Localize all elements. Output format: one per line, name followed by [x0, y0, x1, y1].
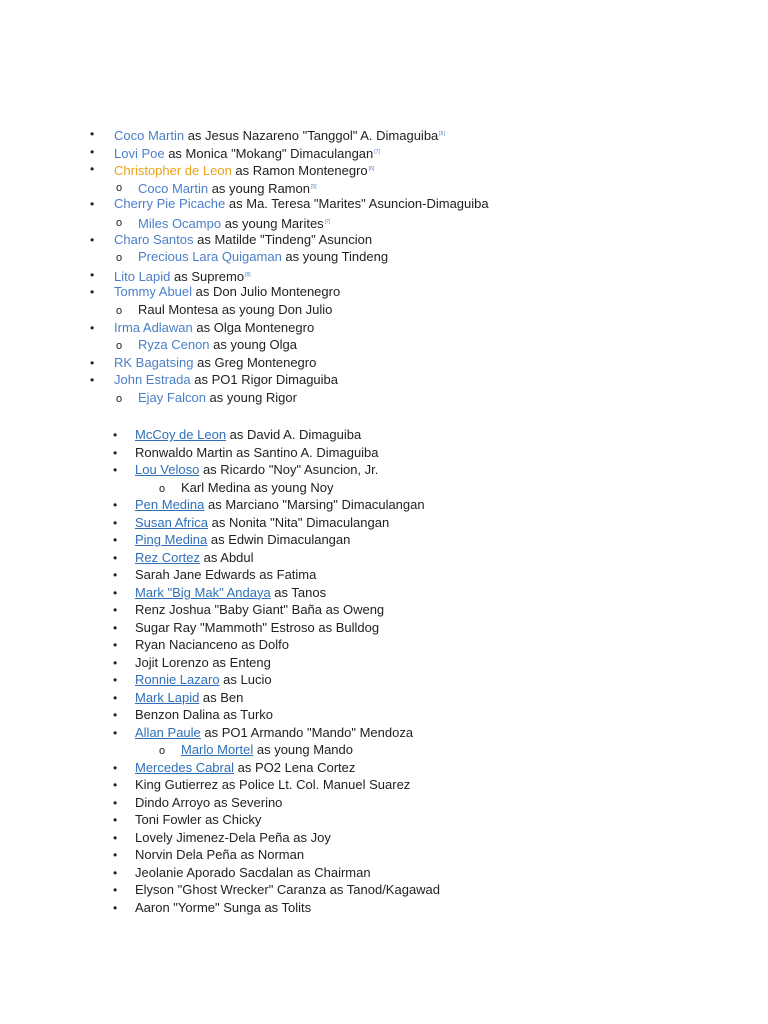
role-text: as Supremo [170, 268, 245, 284]
actor-link-rez-cortez[interactable]: Rez Cortez [135, 549, 201, 565]
role-text: as Matilde "Tindeng" Asuncion [193, 231, 373, 247]
list-item [181, 742, 353, 759]
role-text: as young Olga [209, 337, 297, 353]
bullet-icon: • [90, 267, 95, 282]
role-text: Karl Medina as young Noy [181, 479, 334, 495]
bullet-icon: • [113, 848, 118, 862]
bullet-icon: • [113, 708, 118, 722]
list-item [135, 812, 261, 829]
role-text: Aaron "Yorme" Sunga as Tolits [135, 899, 312, 915]
bullet-icon: • [113, 690, 118, 705]
bullet-icon: • [113, 568, 118, 582]
role-text: Ronwaldo Martin as Santino A. Dimaguiba [135, 444, 379, 460]
list-item [135, 497, 425, 514]
sub-bullet-icon: o [116, 305, 123, 317]
actor-link-coco-martin[interactable]: Coco Martin [114, 128, 185, 143]
actor-link-tommy-abuel[interactable]: Tommy Abuel [114, 284, 193, 300]
role-text: as PO1 Rigor Dimaguiba [190, 372, 339, 388]
actor-link-mark-big-mak-andaya[interactable]: Mark "Big Mak" Andaya [135, 584, 271, 600]
list-item [114, 284, 340, 301]
role-text: Sarah Jane Edwards as Fatima [135, 567, 317, 582]
actor-link-lou-veloso[interactable]: Lou Veloso [135, 462, 200, 477]
sub-bullet-icon: o [116, 393, 123, 405]
bullet-icon: • [113, 725, 118, 740]
bullet-icon: • [90, 373, 95, 388]
list-item [135, 427, 361, 444]
role-text: as Olga Montenegro [192, 319, 315, 335]
actor-link-mark-lapid[interactable]: Mark Lapid [135, 689, 200, 705]
role-text: Renz Joshua "Baby Giant" Baña as Oweng [135, 602, 385, 617]
role-text: as PO1 Armando "Mando" Mendoza [200, 724, 414, 740]
citation-link[interactable]: [5] [310, 183, 317, 190]
role-text: as Ben [199, 689, 244, 705]
actor-link-ryza-cenon[interactable]: Ryza Cenon [138, 337, 210, 353]
role-text: as young Rigor [205, 390, 297, 405]
actor-link-pen-medina[interactable]: Pen Medina [135, 497, 205, 512]
list-item [135, 602, 384, 619]
actor-link-charo-santos[interactable]: Charo Santos [114, 231, 194, 247]
bullet-icon: • [90, 144, 95, 159]
bullet-icon: • [90, 355, 95, 370]
role-text: as Marciano "Marsing" Dimaculangan [204, 497, 425, 512]
bullet-icon: • [113, 830, 118, 845]
list-item [138, 390, 297, 407]
list-item [135, 865, 371, 882]
bullet-icon: • [113, 515, 118, 530]
role-text: as young Mando [253, 742, 353, 757]
bullet-icon: • [113, 795, 118, 810]
role-text: Jojit Lorenzo as Enteng [135, 654, 271, 670]
sub-bullet-icon: o [116, 340, 123, 353]
bullet-icon: • [113, 603, 118, 617]
list-item [135, 445, 379, 462]
list-item [135, 550, 254, 567]
bullet-icon: • [113, 760, 118, 775]
citation-link[interactable]: [6] [368, 166, 375, 173]
list-item [135, 760, 355, 777]
actor-link-precious-lara-quigaman[interactable]: Precious Lara Quigaman [138, 249, 282, 265]
role-text: as Abdul [200, 549, 254, 565]
actor-link-ejay-falcon[interactable]: Ejay Falcon [138, 390, 206, 405]
sub-bullet-icon: o [159, 745, 166, 757]
actor-link-miles-ocampo[interactable]: Miles Ocampo [138, 216, 222, 231]
bullet-icon: • [90, 285, 95, 300]
role-text: Raul Montesa as young Don Julio [138, 302, 333, 317]
list-item [114, 320, 314, 337]
list-item [135, 847, 304, 864]
role-text: as Edwin Dimaculangan [207, 532, 351, 547]
list-item [114, 355, 316, 372]
citation-link[interactable]: [6] [439, 131, 445, 137]
list-item [135, 532, 350, 549]
actor-link-cherry-pie-picache[interactable]: Cherry Pie Picache [114, 196, 226, 212]
role-text: as Ramon Montenegro [231, 163, 368, 179]
list-item [135, 585, 326, 602]
list-item [138, 249, 388, 266]
role-text: as Jesus Nazareno "Tanggol" A. Dimaguiba [184, 128, 439, 143]
role-text: as Nonita "Nita" Dimaculangan [208, 514, 390, 530]
list-item [135, 900, 311, 917]
list-item [135, 567, 316, 584]
list-item [135, 620, 379, 637]
citation-link[interactable]: [7] [324, 219, 331, 225]
actor-link-ronnie-lazaro[interactable]: Ronnie Lazaro [135, 672, 220, 687]
actor-link-ping-medina[interactable]: Ping Medina [135, 532, 208, 547]
role-text: as PO2 Lena Cortez [234, 759, 356, 775]
list-item [135, 462, 378, 479]
list-item [114, 232, 372, 249]
role-text: as Greg Montenegro [193, 354, 317, 370]
role-text: as Lucio [219, 672, 272, 687]
role-text: as Ma. Teresa "Marites" Asuncion-Dimaguiba [225, 196, 489, 212]
role-text: Ryan Nacianceno as Dolfo [135, 637, 289, 652]
bullet-icon: • [113, 673, 118, 687]
sub-bullet-icon: o [116, 181, 123, 194]
bullet-icon: • [113, 883, 118, 897]
list-item [135, 830, 331, 847]
bullet-icon: • [113, 813, 118, 827]
bullet-icon: • [113, 550, 118, 565]
list-item [114, 372, 338, 389]
list-item [138, 337, 297, 354]
actor-link-mercedes-cabral[interactable]: Mercedes Cabral [135, 759, 234, 775]
role-text: as young Tindeng [281, 249, 389, 265]
bullet-icon: • [113, 463, 118, 477]
actor-link-john-estrada[interactable]: John Estrada [114, 372, 191, 388]
role-text: as David A. Dimaguiba [226, 427, 362, 442]
bullet-icon: • [113, 533, 118, 547]
list-item [135, 637, 289, 654]
role-text: as Don Julio Montenegro [192, 284, 341, 300]
role-text: King Gutierrez as Police Lt. Col. Manuel Suarez [135, 777, 411, 792]
list-item [138, 214, 330, 231]
role-text: Benzon Dalina as Turko [135, 707, 274, 722]
actor-link-coco-martin[interactable]: Coco Martin [138, 180, 209, 196]
bullet-icon: • [90, 162, 95, 177]
role-text: as Ricardo "Noy" Asuncion, Jr. [199, 462, 379, 477]
bullet-icon: • [90, 320, 95, 335]
citation-link[interactable]: [7] [374, 148, 380, 155]
role-text: Lovely Jimenez-Dela Peña as Joy [135, 829, 331, 845]
list-item [181, 480, 333, 497]
bullet-icon: • [90, 232, 95, 247]
role-text: Dindo Arroyo as Severino [135, 794, 283, 810]
actor-link-lovi-poe[interactable]: Lovi Poe [114, 145, 165, 161]
actor-link-lito-lapid[interactable]: Lito Lapid [114, 268, 171, 284]
list-item [135, 672, 272, 689]
list-item [114, 196, 489, 213]
list-item [135, 707, 273, 724]
actor-link-mccoy-de-leon[interactable]: McCoy de Leon [135, 427, 227, 442]
sub-bullet-icon: o [116, 252, 123, 265]
role-text: as Monica "Mokang" Dimaculangan [164, 145, 374, 161]
actor-link-christopher-de-leon[interactable]: Christopher de Leon [114, 163, 232, 179]
bullet-icon: • [113, 865, 118, 880]
bullet-icon: • [113, 900, 118, 915]
role-text: as young Marites [221, 216, 324, 231]
list-item [138, 179, 317, 196]
actor-link-allan-paule[interactable]: Allan Paule [135, 724, 201, 740]
bullet-icon: • [113, 585, 118, 600]
role-text: as young Ramon [208, 180, 310, 196]
bullet-icon: • [113, 655, 118, 670]
list-item [135, 795, 282, 812]
sub-bullet-icon: o [116, 217, 123, 229]
role-text: Norvin Dela Peña as Norman [135, 847, 305, 862]
list-item [135, 882, 440, 899]
actor-link-rk-bagatsing[interactable]: RK Bagatsing [114, 354, 194, 370]
list-item [135, 777, 410, 794]
actor-link-susan-africa[interactable]: Susan Africa [135, 514, 208, 530]
bullet-icon: • [90, 197, 95, 212]
list-item [135, 725, 413, 742]
list-item [138, 302, 332, 319]
citation-link[interactable]: [8] [245, 271, 251, 278]
bullet-icon: • [113, 638, 118, 652]
bullet-icon: • [113, 778, 118, 792]
list-item [135, 655, 271, 672]
bullet-icon: • [90, 127, 95, 141]
list-item [114, 161, 374, 178]
role-text: Elyson "Ghost Wrecker" Caranza as Tanod/Kagawad [135, 882, 441, 897]
bullet-icon: • [113, 498, 118, 512]
list-item [114, 126, 445, 143]
bullet-icon: • [113, 428, 118, 442]
actor-link-marlo-mortel[interactable]: Marlo Mortel [181, 742, 254, 757]
bullet-icon: • [113, 445, 118, 460]
list-item [135, 690, 243, 707]
list-item [114, 144, 380, 161]
actor-link-irma-adlawan[interactable]: Irma Adlawan [114, 319, 193, 335]
list-item [135, 515, 389, 532]
sub-bullet-icon: o [159, 482, 166, 495]
bullet-icon: • [113, 620, 118, 635]
role-text: Jeolanie Aporado Sacdalan as Chairman [135, 864, 371, 880]
list-item [114, 267, 251, 284]
role-text: as Tanos [270, 584, 327, 600]
role-text: Toni Fowler as Chicky [135, 812, 262, 827]
role-text: Sugar Ray "Mammoth" Estroso as Bulldog [135, 619, 380, 635]
